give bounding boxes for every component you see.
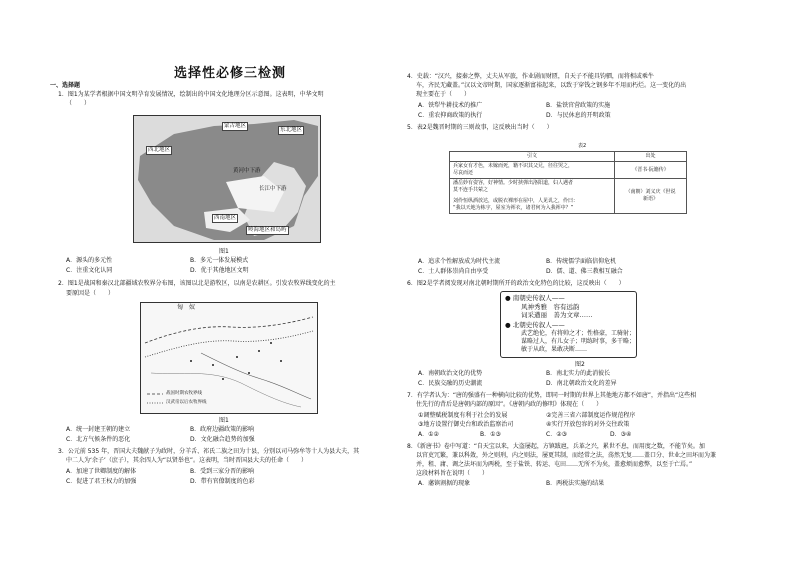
figure-2-caption: 图2 (575, 361, 585, 368)
north-line: 敏于从政，果敢决断…… (521, 346, 588, 353)
map-label-xiongnu: 匈 奴 (177, 304, 196, 311)
q1-option-b[interactable]: B．多元一体发展模式 (190, 257, 249, 264)
north-line: 武艺绝伦，有将帅之才；性格豪，工骑射； (521, 330, 636, 337)
figure-1-map (133, 115, 321, 243)
q8-option-a[interactable]: A．藩镇割据的现象 (418, 480, 471, 487)
q2-stem-line2: 要原因是（ ） (66, 290, 115, 297)
q4-line1: 4．史载：“汉兴，接秦之弊，丈夫从军旅，作业剧而财匮，自天子不能具钧驷，而将相或乘牛 (407, 73, 654, 80)
q4-option-b[interactable]: B．盐铁官营政策的实施 (546, 102, 611, 109)
q1-stem-line1: 1．图1为某学者根据中国文明孕育发展情况，绘制出的中国文化地理分区示意图。这表明，中华文明 (58, 91, 324, 98)
table-cell-quote (450, 162, 615, 179)
citations-table (449, 151, 687, 214)
region-label-southwest: 西南地区 (214, 215, 237, 221)
q3-option-b[interactable]: B．受到三家分晋的影响 (190, 468, 255, 475)
section-heading: 一、选择题 (50, 82, 81, 89)
quote-line: “我以天地为栋宇，屋室为裈衣，诸君何为入我裈中？” (453, 205, 574, 211)
q8-line3: 并，租、庸、调之法坏而为两税，至于盐铁、转运、屯田……无所不为矣，盖愈烦而愈弊，以至于亡焉。” (416, 461, 693, 468)
q1-stem-line2: （ ） (66, 100, 91, 107)
q6-option-c[interactable]: C．民族交融的历史潮流 (418, 380, 483, 387)
q6-option-a[interactable]: A．南朝政治文化的优势 (418, 370, 483, 377)
region-label-yellow-river: 黄河中下游 (233, 168, 261, 174)
q7-item-4: ④实行开放包容的对外交往政策 (546, 421, 630, 428)
north-line: 谋略过人，有儿女子；明练时事，多干略； (521, 338, 636, 345)
table-cell-source: 《晋书·阮籍传》 (615, 162, 687, 179)
table-row (450, 179, 687, 214)
q3-option-c[interactable]: C．促进了君王权力的加强 (66, 478, 137, 485)
figure-2-caption: 图1 (219, 417, 229, 424)
north-title (505, 321, 565, 329)
q1-option-c[interactable]: C．注重文化认同 (66, 267, 113, 274)
q7-item-3: ③地方设置行御史台和政治监察治司 (418, 421, 514, 428)
table-cell-quote (450, 179, 615, 214)
page-title: 选择性必修三检测 (173, 66, 286, 81)
q5-option-a[interactable]: A．追求个性解放成为时代主流 (418, 258, 501, 265)
region-label-mongolia: 蒙古地区 (224, 123, 247, 129)
q4-option-c[interactable]: C．重农抑商政策的执行 (418, 112, 483, 119)
q2-option-c[interactable]: C．北方气候条件的恶化 (66, 436, 131, 443)
q8-line4: 这段材料旨在说明（ ） (416, 470, 489, 477)
q2-option-d[interactable]: D．文化融合趋势的加强 (190, 436, 255, 443)
table-2-caption: 表2 (578, 143, 587, 149)
bullet-icon: ● (505, 294, 511, 302)
quote-line: 莫不连手共萦之 (453, 187, 489, 193)
table-header-source: 出处 (615, 152, 687, 162)
south-line: 风神秀雅 容有远韵 (521, 303, 580, 311)
q5-stem: 5．表2是魏晋时期的三则故事，这反映出当时（ ） (407, 124, 553, 131)
quote-line: 刘伶恒纵酒放达，或脱衣裸形在屋中，人见讥之，伶曰： (453, 198, 579, 204)
q5-option-c[interactable]: C．士人群体崇尚自由享受 (418, 268, 489, 275)
q7-item-2: ②完善三省六部制度运作规范程序 (546, 412, 636, 419)
table-row (450, 162, 687, 179)
q3-line1: 3．公元前 535 年，晋国大夫魏献子为政时，分羊舌、祁氏二族之田为十县，分别以司马弥牟等十人为县大夫，其 (58, 448, 360, 455)
q4-option-a[interactable]: A．铁犁牛耕技术的推广 (418, 102, 483, 109)
q7-option-d[interactable]: D．③④ (610, 431, 632, 438)
q2-stem-line1: 2．图1是战国和秦汉北部疆域农牧界分布图，该图以北是游牧区，以南是农耕区。引发农牧界线变化的主 (58, 280, 336, 287)
q2-option-a[interactable]: A．统一封建王朝的建立 (66, 426, 131, 433)
quote-line: 尽哀而还 (453, 170, 474, 176)
legend-warring-states: 战国时期农牧界线 (166, 391, 202, 396)
q3-option-a[interactable]: A．加速了世卿制度的解体 (66, 468, 137, 475)
q7-item-1: ①调整赋税制度有利于社会的发展 (418, 412, 508, 419)
q6-option-b[interactable]: B．南北实力的此消彼长 (546, 370, 611, 377)
q4-line2: 车，齐民无藏盖。”汉以文帝时期，国家逐渐富裕起来，以致于穿钱之钢多年不用而朽烂。这一变化的出 (416, 82, 687, 89)
region-label-lingnan: 岭海地区和岛屿 (248, 227, 287, 233)
q8-line1: 8．《新唐书》卷中写道：“自天宝以来，大盗屡起，方镇跋扈，兵革之兴，累世不息，而用度之数，不能节矣。加 (407, 443, 705, 450)
figure-2-map (140, 302, 318, 414)
q2-option-b[interactable]: B．政府边疆政策的影响 (190, 426, 255, 433)
table-cell-source (615, 179, 687, 214)
q6-stem: 6．图2是学者阅发现对南北朝时期所开的政治文化特色的比较，这反映出（ ） (407, 280, 625, 287)
source-line: （南朝）刘义庆《世说 (625, 189, 676, 195)
q7-option-c[interactable]: C．②③ (546, 431, 567, 438)
q7-line2: 住先行的背后是唐朝内部的原因”。《唐朝内政的修明》体现在（ ） (416, 401, 603, 408)
q5-option-b[interactable]: B．传统儒学面临信仰危机 (546, 258, 617, 265)
q1-option-a[interactable]: A．源头的多元性 (66, 257, 113, 264)
quote-line: 潘岳妙有姿容，好神情。少时挟弹出洛阳道，妇人遇者 (453, 180, 574, 186)
q8-line2: 以官吏冗繁，兼以科敛，外之则刑，内之则法，屡更其制，而经常之法，荡然无复……盖口分、世业之田坏而为兼 (416, 452, 717, 459)
figure-2-box (500, 291, 637, 358)
q1-option-d[interactable]: D．优于其他地区文明 (190, 267, 249, 274)
q5-option-d[interactable]: D．儒、道、佛三教相互融合 (546, 268, 623, 275)
south-title (505, 294, 565, 302)
q4-option-d[interactable]: D．与民休息的开明政策 (546, 112, 611, 119)
south-title-text: 南朝史传叙人—— (512, 294, 565, 302)
q3-line2: 中二人为‘余子’（庶子），其余四人为“以贤举也”。这表明，当时晋国县大夫的任命（ ） (66, 457, 308, 464)
q7-option-a[interactable]: A．①② (418, 431, 439, 438)
q4-line3: 现主要在于（ ） (416, 91, 471, 98)
q7-line1: 7．有学者认为：“唐的强盛有一种横向比较的优势，即同一时期的世界上其他地方都不如唐”，并指出“这些相 (407, 392, 697, 399)
source-line: 新语》 (642, 196, 658, 202)
table-header-quote: 引文 (450, 152, 615, 162)
q7-option-b[interactable]: B．①③ (480, 431, 501, 438)
q8-option-b[interactable]: B．两税法实施的结果 (546, 480, 605, 487)
region-label-yangtze: 长江中下游 (259, 186, 287, 192)
table-header-row (450, 152, 687, 162)
q3-option-d[interactable]: D．带有官僚制度的色彩 (190, 478, 255, 485)
south-line: 词采遒丽 善为文章…… (521, 311, 593, 319)
quote-line: 兵家女有才色，未嫁而死，籍不识其父兄，径往哭之， (453, 163, 574, 169)
region-label-northeast: 东北地区 (280, 127, 303, 133)
bullet-icon: ● (505, 321, 511, 329)
north-title-text: 北朝史传叙人—— (512, 321, 565, 329)
legend-han-wudi: 汉武帝以后农牧界线 (166, 400, 207, 405)
region-label-northwest: 西北地区 (148, 147, 171, 153)
q6-option-d[interactable]: D．南北朝政治文化的差异 (546, 380, 617, 387)
figure-1-caption: 图1 (219, 248, 229, 255)
